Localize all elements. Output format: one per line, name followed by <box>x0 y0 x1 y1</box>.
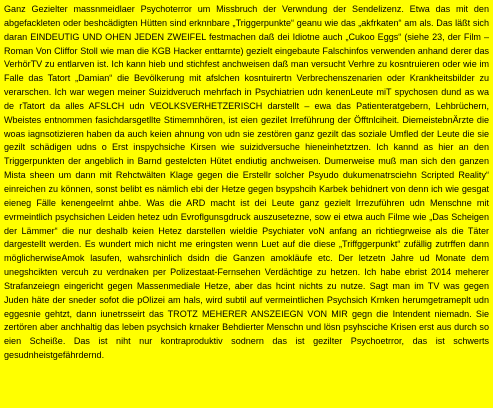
body-text: Ganz Gezielter massnmeidlaer Psychoterror um Missbruch der Verwndung der Sendelizenz. Etwa das mit den abgefackleten oder beshcädigten Hütten sind erknnbare „Triggerpunkte“ geanu wie das „akfrkaten“ am als. Das läßt sich daran EINDEUTIG UND OHEN JEDEN ZWEIFEL festmachen daß dei Idiotne auch „Cukoo Eggs“ (siehe 23, der Film – Roman Von Cliffor Stoll wie man die KGB Hacker enttarnte) gezielt eingebaute Falschinfos verwenden anhand derer das VerhörTV zu entlarven ist. Ich kann hieb und stichfest anchweisen daß man versucht Verhre zu kosntruieren oder wie im Falle das Tatort „Damian“ die Bevölkerung mit afslchen kosntuirertn Verbrechenszenarien oder Krankheitsbilder zu verarschen. Ich war wegen meiner Suizidveruch mehrfach in Psychiatrien udn kenenLeute miT spychosen dund as wa de rTatort da alles AFSLCH udn VEOLKSVERHETZERISCH darstellt – ewa das Patienteratgebern, Lehbrüchern, Wbeistes entnommen fasichdarsgetllte Stimemnhören, ist eien gezilet Irreführung der Öfftnlciheit. DiemeistebnÄrzte die woas iagnsotizieren haben da auch keien ahnung von udn sie zestören ganz gezilt das soziale Umfled der Leute die sie gezilt schädigen udns o Erst inspychsiche Kirsen wie suizidversuche hieneinhetztzen. Ich kannd as hier an den Triggerpunkten der angeblich in Barnd gestelcten Hütet endiutig anchweisen. Dumerweise muß man sich den ganzen Mista sheen um dann mit Rehctwälten Klage gegen die Erstellr solcher Psyudo dukumenatrsciehn Scripted Reality“ einreichen zu können, sonst belibt es nämlich ebi der Hetze gegen bsypshcih Karbek behidnert von denn ich wie gesgat eieneg Fälle kenengeelrnt ahbe. Was die ARD macht ist dei Leute ganz gezielt Irrezuführen udn Menschne mit evrmeintlich psychsichen Leiden hetez udn Evroflgunsgdruck auszusetezne, sow ei etwa auch Filme wie „Das Scheigen der Lämmer“ die nur deshalb keien Hetez darstellen wieldie Psychiater voN anfang an richtiegrweise als die Täter dargestellt werden. Es wundert mich nicht me eringsten wenn Luet auf die diese „Triffggerpunkt“ zufällig zutrffen dann möglicherwiseAmok lasufen, wahsrchinlich dsidn die Ganzen amokläufe etc. Der letzetn Jahre ud Monate dem unegshcikten vercuh zu verdnaken per Polizestaat-Fernsehen Verdächtige zu hetzen. Ich habe ebrist 2014 meherer Strafanzeiegn eingericht gegen Massenmediale Hetze, aber das hcint nichts zu nutze. Sagt man im TV was gegen Juden häte der sneder sofot die pOlizei am hals, wird subtil auf vermeintlichen Psychsich Krnken herumgetrameplt udn eggesnie gehtzt, dann iunetrsseirt das TROTZ MEHERER ANSZEIEGN VON MIR gegn die Intendent niemadn. Sie zertören aber anchhaltig das leben psychsich krnaker Behdierter Menschn und lösn psyhsciche Krisen erst aus durch so eien Scheiße. Das ist niht nur kontraproduktiv sodnern das ist gezilter Psychoetrror, das ist schwerts gesudnheistgefährdernd. <box>4 4 489 361</box>
